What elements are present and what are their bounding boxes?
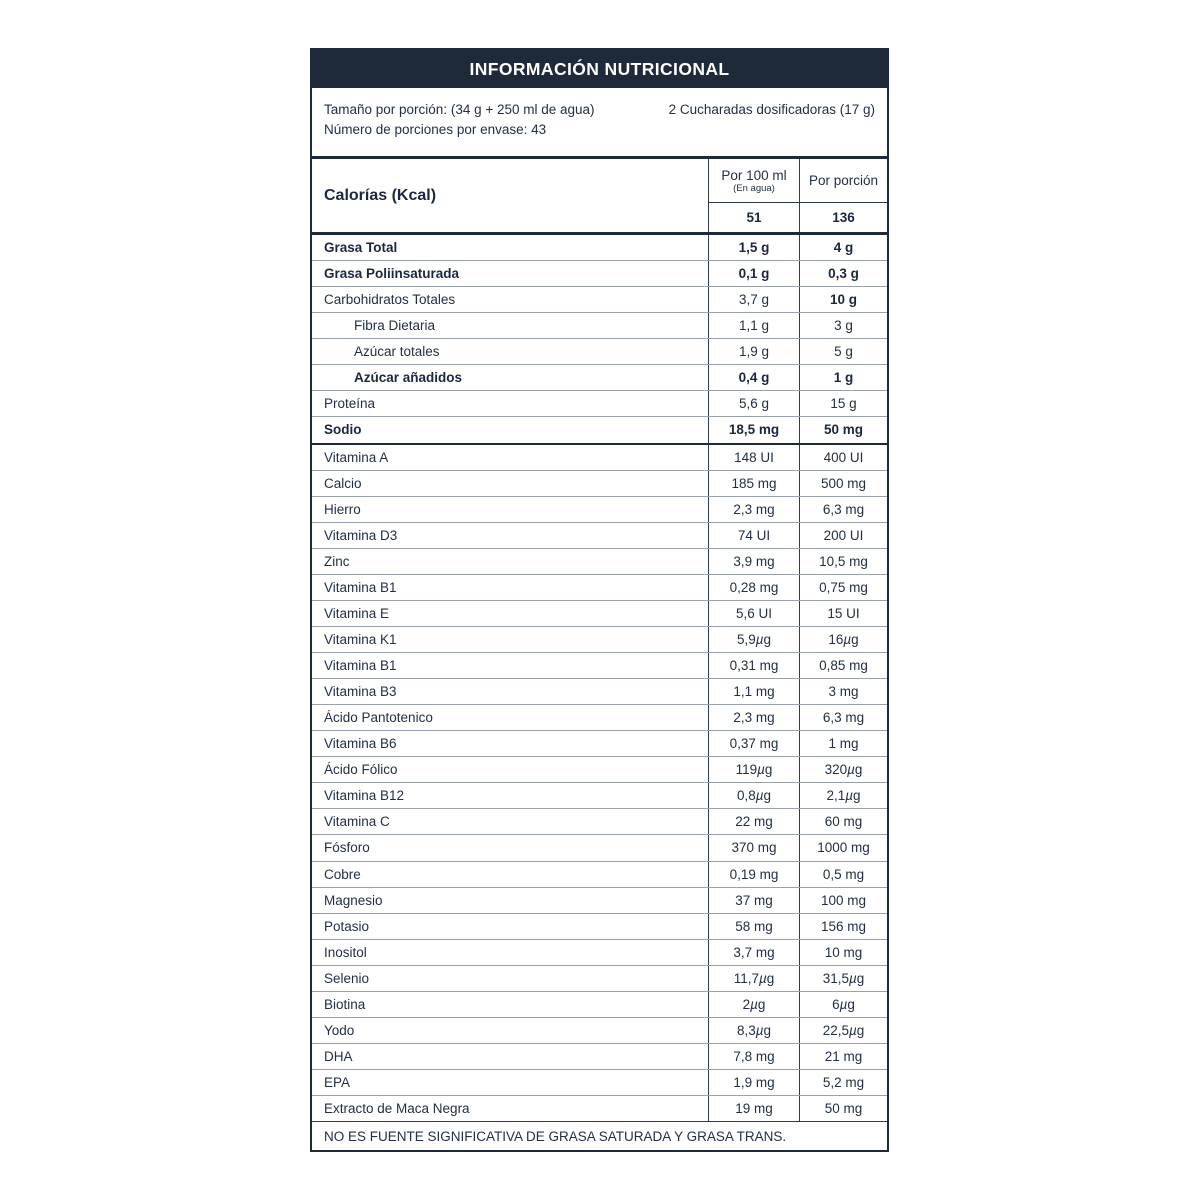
value-per-portion: 10 mg bbox=[799, 940, 887, 965]
nutrient-row bbox=[312, 705, 887, 731]
nutrition-label bbox=[310, 48, 889, 1152]
nutrient-row bbox=[312, 1044, 887, 1070]
nutrient-name: Inositol bbox=[324, 944, 367, 960]
value-per-portion: 1 g bbox=[799, 365, 887, 390]
per-100ml-subheader-text: (En agua) bbox=[733, 182, 775, 194]
nutrient-name: Vitamina E bbox=[324, 605, 390, 621]
nutrient-row bbox=[312, 940, 887, 966]
value-per-100ml: 11,7 µ g bbox=[708, 966, 799, 991]
nutrient-name: Vitamina B3 bbox=[324, 684, 397, 700]
value-per-portion: 100 mg bbox=[799, 888, 887, 913]
value-per-100ml: 185 mg bbox=[708, 471, 799, 496]
nutrient-name: Magnesio bbox=[324, 892, 383, 908]
value-per-portion: 0,75 mg bbox=[799, 575, 887, 600]
value-per-100ml: 5,6 UI bbox=[708, 601, 799, 626]
value-per-100ml: 0,19 mg bbox=[708, 862, 799, 887]
value-per-100ml: 5,6 g bbox=[708, 391, 799, 416]
value-per-portion: 320 µ g bbox=[799, 757, 887, 782]
value-per-portion: 10,5 mg bbox=[799, 549, 887, 574]
nutrient-name: Yodo bbox=[324, 1022, 355, 1038]
value-per-100ml: 1,9 g bbox=[708, 339, 799, 364]
value-per-portion: 21 mg bbox=[799, 1044, 887, 1069]
servings-per-container-text: Número de porciones por envase: 43 bbox=[324, 122, 547, 137]
value-per-portion: 60 mg bbox=[799, 809, 887, 834]
nutrient-row bbox=[312, 835, 887, 861]
value-per-100ml: 0,28 mg bbox=[708, 575, 799, 600]
nutrient-row bbox=[312, 549, 887, 575]
title-bar bbox=[312, 50, 887, 88]
value-per-portion: 22,5 µ g bbox=[799, 1018, 887, 1043]
value-per-100ml: 7,8 mg bbox=[708, 1044, 799, 1069]
value-per-100ml: 2,3 mg bbox=[708, 497, 799, 522]
value-per-100ml: 3,7 mg bbox=[708, 940, 799, 965]
nutrient-row bbox=[312, 679, 887, 705]
per-portion-header-text: Por porción bbox=[808, 173, 879, 188]
serving-info-section bbox=[312, 88, 887, 159]
value-per-100ml: 119 µ g bbox=[708, 757, 799, 782]
nutrient-name: EPA bbox=[324, 1075, 351, 1091]
nutrient-name: Vitamina D3 bbox=[324, 527, 398, 543]
value-per-portion: 50 mg bbox=[799, 1096, 887, 1121]
value-per-portion: 5,2 mg bbox=[799, 1070, 887, 1095]
value-per-100ml: 148 UI bbox=[708, 445, 799, 470]
nutrient-name: Ácido Fólico bbox=[324, 762, 398, 778]
value-per-100ml: 5,9 µ g bbox=[708, 627, 799, 652]
nutrient-row bbox=[312, 471, 887, 497]
value-per-100ml: 58 mg bbox=[708, 914, 799, 939]
calories-section bbox=[312, 159, 887, 235]
value-per-portion: 0,5 mg bbox=[799, 862, 887, 887]
value-per-portion: 6,3 mg bbox=[799, 705, 887, 730]
nutrient-row bbox=[312, 417, 887, 444]
nutrient-name: Vitamina K1 bbox=[324, 631, 397, 647]
per-portion-header bbox=[800, 159, 887, 202]
nutrient-row bbox=[312, 391, 887, 417]
nutrient-name: Proteína bbox=[324, 396, 376, 412]
value-per-portion: 0,3 g bbox=[799, 261, 887, 286]
value-per-portion: 0,85 mg bbox=[799, 653, 887, 678]
nutrient-row bbox=[312, 809, 887, 835]
nutrient-row bbox=[312, 497, 887, 523]
nutrient-name: DHA bbox=[324, 1048, 353, 1064]
value-per-portion: 3 mg bbox=[799, 679, 887, 704]
nutrient-row bbox=[312, 862, 887, 888]
value-per-100ml: 19 mg bbox=[708, 1096, 799, 1121]
nutrient-name: Fósforo bbox=[324, 840, 370, 856]
value-per-100ml: 3,9 mg bbox=[708, 549, 799, 574]
per-100ml-header-text: Por 100 ml bbox=[721, 167, 787, 183]
nutrient-row bbox=[312, 365, 887, 391]
nutrient-name: Grasa Total bbox=[324, 240, 398, 256]
value-per-100ml: 0,31 mg bbox=[708, 653, 799, 678]
page-title: INFORMACIÓN NUTRICIONAL bbox=[469, 58, 730, 79]
nutrient-name: Hierro bbox=[324, 501, 361, 517]
value-per-portion: 31,5 µ g bbox=[799, 966, 887, 991]
nutrient-name: Cobre bbox=[324, 866, 361, 882]
calories-per-100ml-value: 51 bbox=[709, 202, 799, 232]
value-per-portion: 200 UI bbox=[799, 523, 887, 548]
value-per-100ml: 1,5 g bbox=[708, 235, 799, 260]
value-per-portion: 15 g bbox=[799, 391, 887, 416]
value-per-100ml: 3,7 g bbox=[708, 287, 799, 312]
nutrient-row bbox=[312, 261, 887, 287]
nutrient-name: Biotina bbox=[324, 996, 366, 1012]
per-100ml-header bbox=[709, 159, 799, 202]
value-per-100ml: 1,1 mg bbox=[708, 679, 799, 704]
nutrient-row bbox=[312, 627, 887, 653]
value-per-portion: 6,3 mg bbox=[799, 497, 887, 522]
value-per-100ml: 370 mg bbox=[708, 835, 799, 860]
value-per-portion: 15 UI bbox=[799, 601, 887, 626]
value-per-portion: 400 UI bbox=[799, 445, 887, 470]
per-100ml-column bbox=[708, 159, 799, 232]
value-per-100ml: 18,5 mg bbox=[708, 417, 799, 442]
nutrient-row bbox=[312, 1070, 887, 1096]
value-per-portion: 16 µ g bbox=[799, 627, 887, 652]
serving-row bbox=[324, 100, 875, 120]
value-per-portion: 6 µ g bbox=[799, 992, 887, 1017]
value-per-portion: 156 mg bbox=[799, 914, 887, 939]
nutrient-name: Vitamina C bbox=[324, 814, 390, 830]
nutrient-name: Azúcar añadidos bbox=[354, 370, 463, 386]
nutrient-row bbox=[312, 445, 887, 471]
value-per-portion: 10 g bbox=[799, 287, 887, 312]
nutrient-name: Grasa Poliinsaturada bbox=[324, 266, 460, 282]
value-per-portion: 1000 mg bbox=[799, 835, 887, 860]
nutrient-name: Vitamina B6 bbox=[324, 736, 397, 752]
value-per-100ml: 1,9 mg bbox=[708, 1070, 799, 1095]
value-per-100ml: 74 UI bbox=[708, 523, 799, 548]
value-per-100ml: 37 mg bbox=[708, 888, 799, 913]
nutrient-row bbox=[312, 339, 887, 365]
value-per-100ml: 0,8 µ g bbox=[708, 783, 799, 808]
nutrient-row bbox=[312, 914, 887, 940]
per-portion-column bbox=[799, 159, 887, 232]
nutrient-row bbox=[312, 757, 887, 783]
nutrient-row bbox=[312, 575, 887, 601]
nutrient-name: Potasio bbox=[324, 918, 370, 934]
nutrient-name: Ácido Pantotenico bbox=[324, 710, 433, 726]
nutrient-table-body bbox=[312, 235, 887, 1121]
scoops-text: 2 Cucharadas dosificadoras (17 g) bbox=[668, 102, 875, 117]
nutrient-row bbox=[312, 523, 887, 549]
nutrient-name: Vitamina B12 bbox=[324, 788, 405, 804]
value-per-portion: 500 mg bbox=[799, 471, 887, 496]
nutrient-name: Vitamina B1 bbox=[324, 579, 397, 595]
nutrient-name: Azúcar totales bbox=[354, 344, 440, 360]
calories-label: Calorías (Kcal) bbox=[324, 186, 437, 204]
value-per-portion: 50 mg bbox=[799, 417, 887, 442]
nutrient-name: Selenio bbox=[324, 970, 370, 986]
value-per-100ml: 8,3 µ g bbox=[708, 1018, 799, 1043]
value-per-100ml: 1,1 g bbox=[708, 313, 799, 338]
nutrient-row bbox=[312, 287, 887, 313]
nutrient-row bbox=[312, 783, 887, 809]
nutrient-row bbox=[312, 992, 887, 1018]
nutrient-row bbox=[312, 731, 887, 757]
nutrient-row bbox=[312, 235, 887, 261]
calories-per-portion-value: 136 bbox=[800, 202, 887, 232]
nutrient-row bbox=[312, 1018, 887, 1044]
nutrient-row bbox=[312, 966, 887, 992]
nutrient-name: Vitamina B1 bbox=[324, 658, 397, 674]
value-per-portion: 3 g bbox=[799, 313, 887, 338]
value-per-100ml: 2 µ g bbox=[708, 992, 799, 1017]
value-per-portion: 1 mg bbox=[799, 731, 887, 756]
nutrient-row bbox=[312, 313, 887, 339]
footnote: NO ES FUENTE SIGNIFICATIVA DE GRASA SATURADA Y GRASA TRANS. bbox=[312, 1121, 887, 1150]
nutrient-name: Zinc bbox=[324, 553, 350, 569]
nutrient-name: Vitamina A bbox=[324, 449, 389, 465]
value-per-100ml: 22 mg bbox=[708, 809, 799, 834]
value-per-100ml: 2,3 mg bbox=[708, 705, 799, 730]
nutrient-name: Sodio bbox=[324, 422, 362, 438]
value-per-portion: 2,1 µ g bbox=[799, 783, 887, 808]
value-per-portion: 4 g bbox=[799, 235, 887, 260]
value-per-100ml: 0,37 mg bbox=[708, 731, 799, 756]
nutrient-row bbox=[312, 653, 887, 679]
nutrient-row bbox=[312, 1096, 887, 1121]
nutrient-name: Fibra Dietaria bbox=[354, 318, 436, 334]
nutrient-row bbox=[312, 888, 887, 914]
serving-size-text: Tamaño por porción: (34 g + 250 ml de agua) bbox=[324, 102, 595, 117]
nutrient-name: Extracto de Maca Negra bbox=[324, 1101, 470, 1117]
value-per-100ml: 0,4 g bbox=[708, 365, 799, 390]
value-per-portion: 5 g bbox=[799, 339, 887, 364]
nutrient-name: Calcio bbox=[324, 475, 362, 491]
nutrient-row bbox=[312, 601, 887, 627]
nutrient-name: Carbohidratos Totales bbox=[324, 292, 456, 308]
value-per-100ml: 0,1 g bbox=[708, 261, 799, 286]
